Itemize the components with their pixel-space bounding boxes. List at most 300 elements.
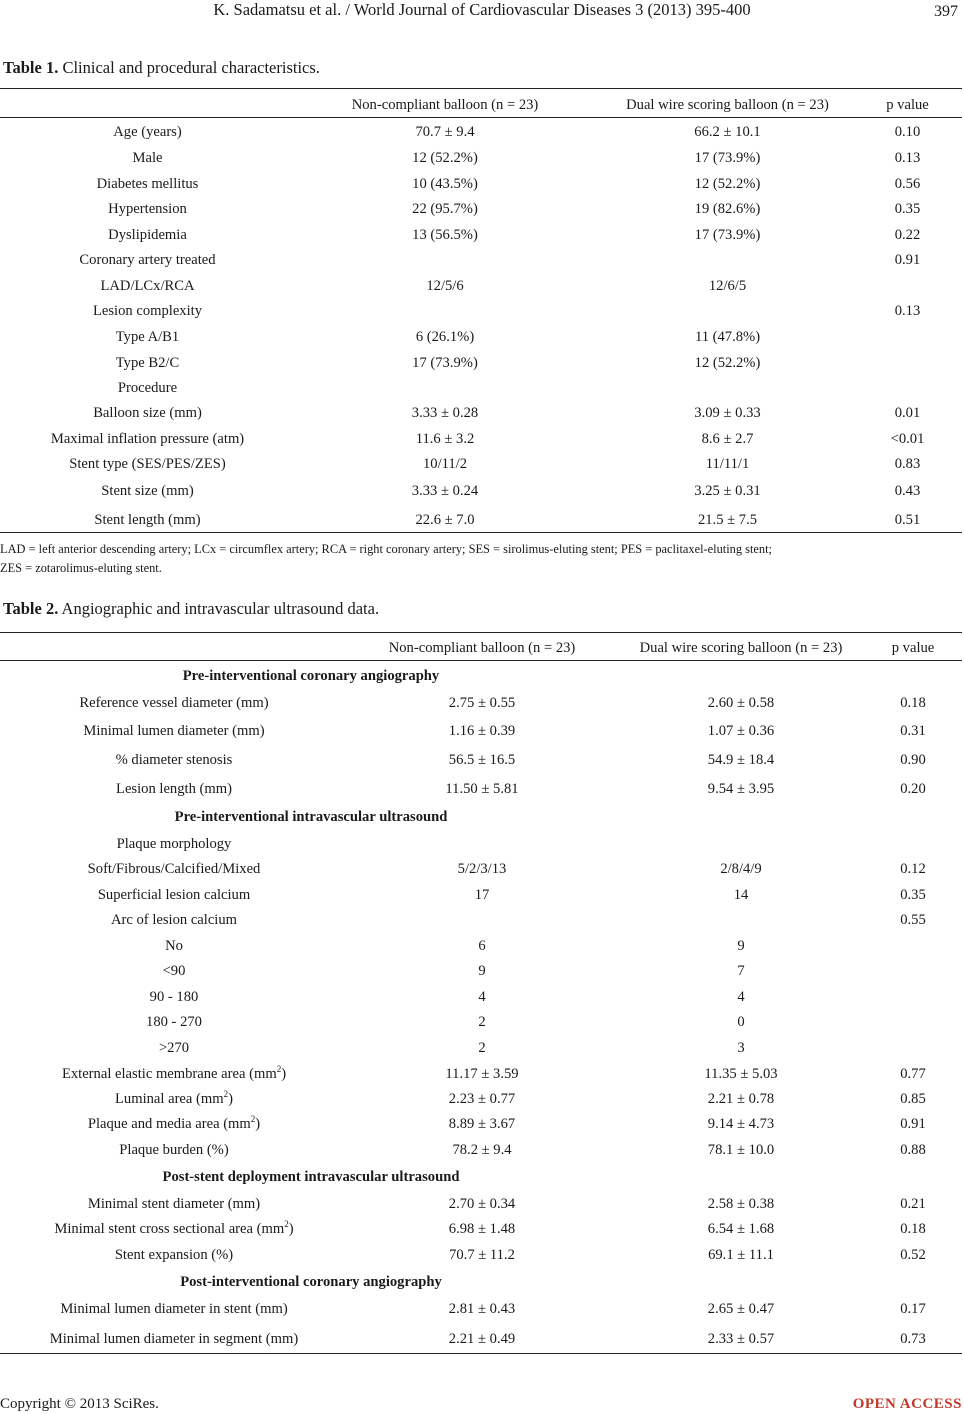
cell-text: 12 (52.2%) bbox=[694, 355, 761, 371]
scoring-value bbox=[595, 481, 860, 501]
cell-text: 0.17 bbox=[900, 1301, 926, 1317]
cell-text: 10 (43.5%) bbox=[412, 176, 478, 192]
table-row bbox=[0, 910, 964, 936]
row-label bbox=[0, 429, 295, 449]
cell-text: Stent size (mm) bbox=[101, 483, 194, 499]
p-value bbox=[866, 750, 960, 770]
table1-caption bbox=[3, 58, 320, 78]
table-row bbox=[0, 834, 964, 860]
table-row bbox=[0, 1219, 964, 1245]
cell-text: 0.55 bbox=[900, 912, 926, 928]
cell-text: 0.91 bbox=[900, 1116, 926, 1132]
cell-text: 0 bbox=[737, 1014, 745, 1030]
table-row bbox=[0, 225, 964, 251]
noncompliant-value bbox=[295, 481, 595, 501]
p-value bbox=[860, 301, 955, 321]
p-value bbox=[866, 859, 960, 879]
p-value bbox=[866, 910, 960, 930]
cell-text: Type A/B1 bbox=[115, 329, 180, 345]
cell-text: 14 bbox=[733, 887, 749, 903]
row-label bbox=[0, 454, 295, 474]
cell-text: 2.33 ± 0.57 bbox=[707, 1331, 775, 1347]
cell-text: >270 bbox=[158, 1040, 190, 1056]
cell-text: 0.01 bbox=[894, 405, 921, 421]
cell-text: 9 bbox=[737, 938, 745, 954]
table-row bbox=[0, 936, 964, 962]
cell-text: 17 bbox=[474, 887, 490, 903]
cell-text: Stent type (SES/PES/ZES) bbox=[69, 456, 226, 472]
cell-text: 17 (73.9%) bbox=[412, 355, 478, 371]
noncompliant-value bbox=[295, 276, 595, 296]
cell-text: Plaque burden (%) bbox=[119, 1142, 229, 1158]
p-value bbox=[866, 1089, 960, 1109]
row-label bbox=[0, 403, 295, 423]
row-label bbox=[0, 1089, 348, 1109]
row-label bbox=[0, 987, 348, 1007]
p-value bbox=[866, 1329, 960, 1349]
cell-text: 56.5 ± 16.5 bbox=[448, 752, 516, 768]
cell-text: 0.10 bbox=[894, 124, 921, 140]
p-value bbox=[866, 885, 960, 905]
scoring-value bbox=[616, 961, 866, 981]
cell-text: 17 (73.9%) bbox=[694, 227, 761, 243]
scoring-value bbox=[595, 510, 860, 530]
cell-text: 7 bbox=[737, 963, 745, 979]
table2-header-rule bbox=[0, 660, 962, 661]
table-row bbox=[0, 885, 964, 911]
cell-text: 11.17 ± 3.59 bbox=[445, 1066, 519, 1082]
scoring-value bbox=[616, 1064, 866, 1084]
p-value bbox=[866, 1245, 960, 1265]
table-row bbox=[0, 693, 964, 719]
cell-text: 12/6/5 bbox=[708, 278, 747, 294]
noncompliant-value bbox=[348, 859, 616, 879]
cell-text: 6 (26.1%) bbox=[415, 329, 475, 345]
scoring-value bbox=[595, 225, 860, 245]
scoring-value bbox=[616, 1194, 866, 1214]
cell-text: 6.98 ± 1.48 bbox=[448, 1221, 516, 1237]
scoring-value bbox=[616, 1114, 866, 1134]
cell-text: 12 (52.2%) bbox=[694, 176, 761, 192]
cell-text: 0.18 bbox=[900, 1221, 926, 1237]
table-row bbox=[0, 481, 964, 507]
unit-superscript: 2 bbox=[276, 1064, 282, 1075]
scoring-value bbox=[616, 1329, 866, 1349]
table-row bbox=[0, 454, 964, 480]
cell-text: Reference vessel diameter (mm) bbox=[79, 695, 269, 711]
cell-text: Stent expansion (%) bbox=[114, 1247, 234, 1263]
noncompliant-value bbox=[348, 1140, 616, 1160]
scoring-value bbox=[616, 750, 866, 770]
scoring-value bbox=[616, 1245, 866, 1265]
cell-text: 0.12 bbox=[900, 861, 926, 877]
cell-text: 0.22 bbox=[894, 227, 921, 243]
row-label bbox=[0, 481, 295, 501]
cell-text: 22.6 ± 7.0 bbox=[415, 512, 475, 528]
cell-text: 21.5 ± 7.5 bbox=[697, 512, 758, 528]
noncompliant-value bbox=[295, 225, 595, 245]
row-label bbox=[0, 1245, 348, 1265]
noncompliant-value bbox=[295, 353, 595, 373]
cell-text: 0.83 bbox=[894, 456, 921, 472]
noncompliant-value bbox=[348, 750, 616, 770]
noncompliant-value bbox=[348, 779, 616, 799]
table2-top-rule bbox=[0, 632, 962, 633]
table-row bbox=[0, 1064, 964, 1090]
table-row bbox=[0, 301, 964, 327]
cell-text: Age (years) bbox=[113, 124, 182, 140]
noncompliant-value bbox=[348, 885, 616, 905]
noncompliant-value bbox=[295, 148, 595, 168]
p-value bbox=[860, 403, 955, 423]
table-row bbox=[0, 1012, 964, 1038]
cell-text: 11.6 ± 3.2 bbox=[415, 431, 475, 447]
row-label bbox=[0, 1219, 348, 1239]
cell-text: 0.13 bbox=[894, 150, 921, 166]
section-heading: Post-interventional coronary angiography bbox=[180, 1274, 442, 1290]
cell-text: 1.07 ± 0.36 bbox=[707, 723, 775, 739]
cell-text: 3.25 ± 0.31 bbox=[694, 483, 761, 499]
cell-text: Minimal lumen diameter in stent (mm) bbox=[60, 1301, 288, 1317]
row-label bbox=[0, 378, 295, 398]
row-label bbox=[0, 961, 348, 981]
cell-text: 17 (73.9%) bbox=[694, 150, 761, 166]
scoring-value bbox=[616, 1089, 866, 1109]
table-row bbox=[0, 859, 964, 885]
table-row bbox=[0, 199, 964, 225]
cell-text: 9.54 ± 3.95 bbox=[707, 781, 775, 797]
table-row bbox=[0, 1114, 964, 1140]
cell-text: External elastic membrane area (mm bbox=[61, 1066, 277, 1082]
table1-bottom-rule bbox=[0, 532, 962, 533]
cell-text: 4 bbox=[478, 989, 486, 1005]
noncompliant-value bbox=[348, 1038, 616, 1058]
cell-text: Stent length (mm) bbox=[94, 512, 201, 528]
row-label bbox=[0, 936, 348, 956]
cell-text: 0.73 bbox=[900, 1331, 926, 1347]
noncompliant-value bbox=[348, 1299, 616, 1319]
noncompliant-value bbox=[295, 510, 595, 530]
cell-text: 2.21 ± 0.49 bbox=[448, 1331, 516, 1347]
table-row bbox=[0, 721, 964, 747]
cell-text: Minimal stent diameter (mm) bbox=[87, 1196, 261, 1212]
cell-text: 13 (56.5%) bbox=[412, 227, 478, 243]
p-value bbox=[860, 510, 955, 530]
scoring-value bbox=[595, 199, 860, 219]
cell-text: 22 (95.7%) bbox=[412, 201, 478, 217]
p-value bbox=[860, 429, 955, 449]
noncompliant-value bbox=[348, 1245, 616, 1265]
scoring-value bbox=[616, 1219, 866, 1239]
cell-text: 0.91 bbox=[894, 252, 921, 268]
table-row bbox=[0, 1329, 964, 1355]
cell-text: 2.21 ± 0.78 bbox=[707, 1091, 775, 1107]
cell-text: 12 (52.2%) bbox=[412, 150, 478, 166]
noncompliant-value bbox=[348, 1089, 616, 1109]
cell-text: 8.6 ± 2.7 bbox=[701, 431, 754, 447]
cell-text: 0.13 bbox=[894, 303, 921, 319]
row-label bbox=[0, 327, 295, 347]
table-row bbox=[0, 353, 964, 379]
row-label bbox=[0, 276, 295, 296]
cell-text: 69.1 ± 11.1 bbox=[708, 1247, 774, 1263]
row-label bbox=[0, 1012, 348, 1032]
p-value bbox=[860, 122, 955, 142]
row-label bbox=[0, 353, 295, 373]
table1-caption-text: Clinical and procedural characteristics. bbox=[58, 58, 320, 77]
cell-text: 8.89 ± 3.67 bbox=[448, 1116, 516, 1132]
cell-text: Minimal lumen diameter (mm) bbox=[83, 723, 265, 739]
row-label bbox=[0, 1194, 348, 1214]
cell-text: 78.1 ± 10.0 bbox=[707, 1142, 775, 1158]
open-access-badge: OPEN ACCESS bbox=[852, 1396, 962, 1412]
cell-text: Male bbox=[132, 150, 163, 166]
row-label bbox=[0, 122, 295, 142]
cell-text: 3 bbox=[737, 1040, 745, 1056]
row-label bbox=[0, 1329, 348, 1349]
section-heading: Post-stent deployment intravascular ultrasound bbox=[162, 1169, 460, 1185]
cell-text: 0.43 bbox=[894, 483, 921, 499]
row-label bbox=[0, 693, 348, 713]
row-label bbox=[0, 834, 348, 854]
cell-text: 10/11/2 bbox=[422, 456, 468, 472]
p-value bbox=[866, 693, 960, 713]
cell-text: 0.85 bbox=[900, 1091, 926, 1107]
cell-text: 0.90 bbox=[900, 752, 926, 768]
noncompliant-value bbox=[295, 327, 595, 347]
scoring-value bbox=[616, 1299, 866, 1319]
noncompliant-value bbox=[348, 1194, 616, 1214]
table-row bbox=[0, 174, 964, 200]
p-value bbox=[866, 1064, 960, 1084]
cell-text: Plaque and media area (mm bbox=[87, 1116, 251, 1132]
cell-text: Minimal lumen diameter in segment (mm) bbox=[49, 1331, 299, 1347]
table2-caption-text: Angiographic and intravascular ultrasound data. bbox=[58, 599, 380, 618]
table-row bbox=[0, 1194, 964, 1220]
cell-text: Superficial lesion calcium bbox=[97, 887, 251, 903]
noncompliant-value bbox=[348, 1064, 616, 1084]
section-heading: Pre-interventional intravascular ultrasound bbox=[174, 809, 448, 825]
cell-text: 0.52 bbox=[900, 1247, 926, 1263]
p-value bbox=[866, 1299, 960, 1319]
table-row bbox=[0, 779, 964, 805]
scoring-value bbox=[595, 429, 860, 449]
noncompliant-value bbox=[295, 122, 595, 142]
cell-text: Luminal area (mm bbox=[115, 1091, 224, 1107]
cell-text: Plaque morphology bbox=[116, 836, 232, 852]
row-label bbox=[0, 1114, 348, 1134]
table1-header-noncompliant: Non-compliant balloon (n = 23) bbox=[351, 97, 539, 113]
running-head bbox=[0, 0, 964, 20]
cell-text: 3.33 ± 0.24 bbox=[411, 483, 479, 499]
cell-text: 11 (47.8%) bbox=[694, 329, 761, 345]
unit-superscript: 2 bbox=[284, 1219, 289, 1230]
table-row bbox=[0, 122, 964, 148]
row-label bbox=[0, 885, 348, 905]
noncompliant-value bbox=[295, 174, 595, 194]
row-label bbox=[0, 250, 295, 270]
noncompliant-value bbox=[348, 721, 616, 741]
table1-header-scoring: Dual wire scoring balloon (n = 23) bbox=[626, 97, 829, 113]
p-value bbox=[866, 1114, 960, 1134]
cell-text: 78.2 ± 9.4 bbox=[452, 1142, 512, 1158]
cell-text: 9 bbox=[478, 963, 486, 979]
cell-text: 11.35 ± 5.03 bbox=[704, 1066, 778, 1082]
cell-text: 3.33 ± 0.28 bbox=[411, 405, 479, 421]
cell-text: 2.58 ± 0.38 bbox=[707, 1196, 775, 1212]
cell-text: 90 - 180 bbox=[149, 989, 199, 1005]
cell-text: <0.01 bbox=[890, 431, 925, 447]
unit-close-paren: ) bbox=[288, 1221, 294, 1237]
cell-text: LAD/LCx/RCA bbox=[100, 278, 195, 294]
cell-text: 0.35 bbox=[894, 201, 921, 217]
cell-text: 9.14 ± 4.73 bbox=[707, 1116, 775, 1132]
table-row bbox=[0, 327, 964, 353]
cell-text: Arc of lesion calcium bbox=[110, 912, 238, 928]
journal-citation-header: K. Sadamatsu et al. / World Journal of Cardiovascular Diseases 3 (2013) 395-400 bbox=[213, 0, 751, 19]
cell-text: 0.77 bbox=[900, 1066, 926, 1082]
cell-text: 12/5/6 bbox=[426, 278, 464, 294]
cell-text: 3.09 ± 0.33 bbox=[694, 405, 761, 421]
cell-text: 11.50 ± 5.81 bbox=[445, 781, 519, 797]
table-row bbox=[0, 750, 964, 776]
p-value bbox=[860, 199, 955, 219]
cell-text: 2 bbox=[478, 1014, 486, 1030]
noncompliant-value bbox=[348, 961, 616, 981]
table-row bbox=[0, 148, 964, 174]
table1-footnote bbox=[0, 540, 962, 578]
copyright-notice: Copyright © 2013 SciRes. bbox=[0, 1396, 159, 1412]
scoring-value bbox=[616, 859, 866, 879]
noncompliant-value bbox=[348, 693, 616, 713]
cell-text: 6 bbox=[478, 938, 486, 954]
cell-text: Type B2/C bbox=[115, 355, 180, 371]
table1-header-pvalue: p value bbox=[886, 97, 929, 113]
noncompliant-value bbox=[295, 454, 595, 474]
row-label bbox=[0, 510, 295, 530]
scoring-value bbox=[595, 403, 860, 423]
cell-text: 2/8/4/9 bbox=[720, 861, 762, 877]
table-row bbox=[0, 250, 964, 276]
noncompliant-value bbox=[295, 429, 595, 449]
table-row bbox=[0, 1089, 964, 1115]
scoring-value bbox=[595, 122, 860, 142]
row-label bbox=[0, 225, 295, 245]
p-value bbox=[860, 454, 955, 474]
table1-header-rule bbox=[0, 117, 962, 118]
row-label bbox=[0, 779, 348, 799]
row-label bbox=[0, 1038, 348, 1058]
cell-text: 0.21 bbox=[900, 1196, 926, 1212]
cell-text: 0.56 bbox=[894, 176, 921, 192]
table1-footnote-line1: LAD = left anterior descending artery; LCx = circumflex artery; RCA = right coronary artery; SES = sirolimus-eluting stent; PES = paclitaxel-eluting stent; bbox=[0, 542, 773, 556]
scoring-value bbox=[616, 779, 866, 799]
cell-text: Maximal inflation pressure (atm) bbox=[50, 431, 245, 447]
cell-text: Diabetes mellitus bbox=[96, 176, 199, 192]
row-label bbox=[0, 1140, 348, 1160]
cell-text: 180 - 270 bbox=[146, 1014, 202, 1030]
cell-text: 2.23 ± 0.77 bbox=[448, 1091, 516, 1107]
page-number: 397 bbox=[934, 3, 958, 20]
cell-text: Soft/Fibrous/Calcified/Mixed bbox=[87, 861, 261, 877]
p-value bbox=[866, 1194, 960, 1214]
row-label bbox=[0, 1064, 348, 1084]
cell-text: 19 (82.6%) bbox=[694, 201, 761, 217]
noncompliant-value bbox=[295, 403, 595, 423]
scoring-value bbox=[595, 327, 860, 347]
section-heading: Pre-interventional coronary angiography bbox=[182, 668, 440, 684]
row-label bbox=[0, 174, 295, 194]
cell-text: 2.81 ± 0.43 bbox=[448, 1301, 516, 1317]
scoring-value bbox=[616, 721, 866, 741]
cell-text: Procedure bbox=[117, 380, 178, 396]
cell-text: 0.51 bbox=[894, 512, 921, 528]
row-label bbox=[0, 1299, 348, 1319]
cell-text: 70.7 ± 11.2 bbox=[449, 1247, 515, 1263]
cell-text: 4 bbox=[737, 989, 745, 1005]
cell-text: 2.70 ± 0.34 bbox=[448, 1196, 516, 1212]
table-row bbox=[0, 429, 964, 455]
cell-text: 2.75 ± 0.55 bbox=[448, 695, 516, 711]
unit-close-paren: ) bbox=[255, 1116, 261, 1132]
p-value bbox=[866, 721, 960, 741]
unit-superscript: 2 bbox=[250, 1114, 256, 1125]
cell-text: Lesion length (mm) bbox=[116, 781, 232, 797]
table-row bbox=[0, 403, 964, 429]
p-value bbox=[860, 481, 955, 501]
unit-superscript: 2 bbox=[223, 1089, 229, 1100]
table-row bbox=[0, 987, 964, 1013]
cell-text: Balloon size (mm) bbox=[93, 405, 202, 421]
row-label bbox=[0, 301, 295, 321]
p-value bbox=[866, 1140, 960, 1160]
cell-text: 66.2 ± 10.1 bbox=[694, 124, 761, 140]
table2-caption bbox=[3, 599, 379, 619]
table-row bbox=[0, 1140, 964, 1166]
scoring-value bbox=[616, 1038, 866, 1058]
row-label bbox=[0, 750, 348, 770]
cell-text: 0.20 bbox=[900, 781, 926, 797]
p-value bbox=[860, 174, 955, 194]
table2-header-pvalue: p value bbox=[891, 640, 935, 656]
cell-text: 2 bbox=[478, 1040, 486, 1056]
p-value bbox=[860, 250, 955, 270]
noncompliant-value bbox=[348, 1012, 616, 1032]
scoring-value bbox=[595, 174, 860, 194]
cell-text: 11/11/1 bbox=[705, 456, 750, 472]
scoring-value bbox=[616, 1140, 866, 1160]
table-row bbox=[0, 961, 964, 987]
unit-close-paren: ) bbox=[228, 1091, 233, 1107]
noncompliant-value bbox=[348, 987, 616, 1007]
cell-text: Coronary artery treated bbox=[79, 252, 216, 268]
scoring-value bbox=[616, 936, 866, 956]
table1-top-rule bbox=[0, 88, 962, 89]
table2-header-noncompliant: Non-compliant balloon (n = 23) bbox=[388, 640, 576, 656]
cell-text: 70.7 ± 9.4 bbox=[415, 124, 475, 140]
noncompliant-value bbox=[348, 1114, 616, 1134]
unit-close-paren: ) bbox=[281, 1066, 287, 1082]
noncompliant-value bbox=[348, 936, 616, 956]
cell-text: No bbox=[165, 938, 183, 954]
noncompliant-value bbox=[348, 1329, 616, 1349]
table-row bbox=[0, 1299, 964, 1325]
cell-text: % diameter stenosis bbox=[115, 752, 233, 768]
cell-text: 0.18 bbox=[900, 695, 926, 711]
row-label bbox=[0, 910, 348, 930]
scoring-value bbox=[616, 693, 866, 713]
scoring-value bbox=[595, 454, 860, 474]
